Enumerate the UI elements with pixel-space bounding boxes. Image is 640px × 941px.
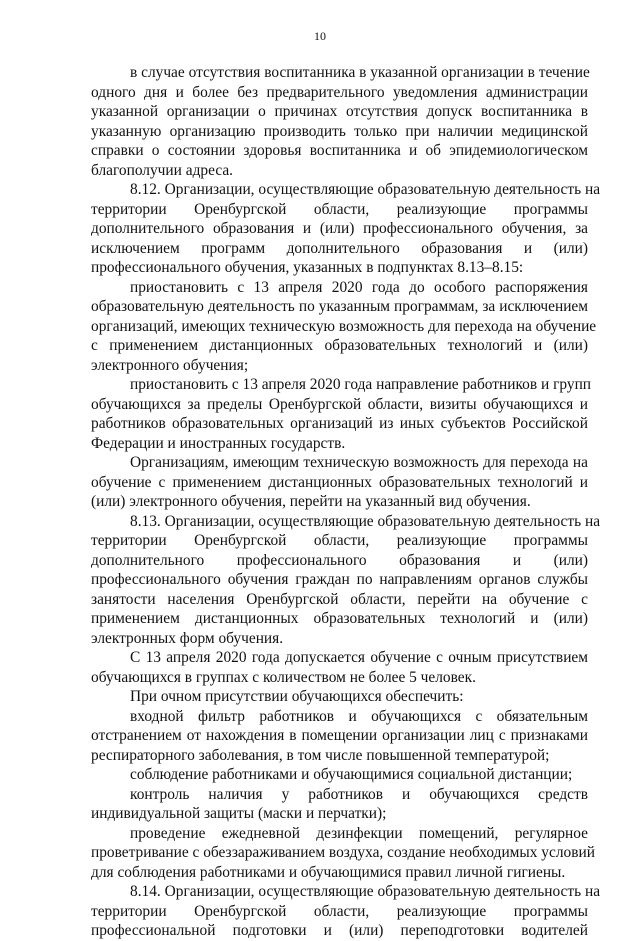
text-line: индивидуальной защиты (маски и перчатки);: [91, 805, 387, 822]
text-line: профессионального обучения граждан по направлениям органов службы: [91, 571, 588, 588]
text-line: одного дня и более без предварительного уведомления администрации: [91, 83, 588, 101]
text-line: 8.14. Организации, осуществляющие образовательную деятельность на: [130, 883, 601, 900]
text-line: Организациям, имеющим техническую возможность для перехода на: [130, 454, 588, 471]
text-line: для соблюдения работниками и обучающимися правил личной гигиены.: [91, 863, 566, 881]
text-line: исключением программ дополнительного образования и (или): [91, 239, 588, 257]
text-line: организаций, имеющих техническую возможность для перехода на обучение: [91, 317, 597, 335]
text-line: 8.13. Организации, осуществляющие образовательную деятельность на: [130, 512, 601, 530]
text-line: применением дистанционных образовательных технологий и (или): [91, 610, 588, 627]
text-line: приостановить с 13 апреля 2020 года направление работников и групп: [130, 376, 592, 393]
text-line: респираторного заболевания, в том числе повышенной температурой;: [91, 746, 550, 764]
text-line: территории Оренбургской области, реализующие программы: [91, 902, 588, 920]
text-line: справки о состоянии здоровья воспитанника и об эпидемиологическом: [91, 142, 588, 159]
text-line: контроль наличия у работников и обучающихся средств: [130, 785, 588, 803]
text-line: обучение с применением дистанционных образовательных технологий и: [91, 473, 588, 491]
body-text: [91, 63, 601, 941]
text-line: дополнительного профессионального образования и (или): [91, 551, 588, 569]
text-line: электронных форм обучения.: [91, 629, 284, 647]
text-line: 8.12. Организации, осуществляющие образовательную деятельность на: [130, 181, 601, 198]
text-line: профессиональной подготовки и (или) переподготовки водителей: [91, 922, 588, 939]
text-line: дополнительного образования и (или) профессионального обучения, за: [91, 220, 588, 237]
text-line: профессионального обучения, указанных в подпунктах 8.13–8.15:: [91, 259, 524, 276]
text-line: территории Оренбургской области, реализующие программы: [91, 200, 588, 218]
text-line: в случае отсутствия воспитанника в указанной организации в течение: [130, 64, 590, 81]
text-line: образовательную деятельность по указанным программам, за исключением: [91, 298, 588, 315]
text-line: указанной организации о причинах отсутствия допуск воспитанника в: [91, 103, 588, 120]
text-line: занятости населения Оренбургской области, перейти на обучение с: [91, 590, 588, 608]
text-line: проведение ежедневной дезинфекции помещений, регулярное: [130, 824, 588, 842]
text-line: обучающихся в группах с количеством не более 5 человек.: [91, 668, 476, 686]
text-line: приостановить с 13 апреля 2020 года до особого распоряжения: [130, 278, 588, 296]
text-line: соблюдение работниками и обучающимися социальной дистанции;: [130, 766, 573, 783]
text-line: Федерации и иностранных государств.: [91, 434, 346, 452]
text-line: работников образовательных организаций из иных субъектов Российской: [91, 415, 588, 432]
text-line: (или) электронного обучения, перейти на указанный вид обучения.: [91, 493, 531, 510]
text-line: обучающихся за пределы Оренбургской области, визиты обучающихся и: [91, 395, 588, 413]
text-line: С 13 апреля 2020 года допускается обучение с очным присутствием: [130, 649, 588, 666]
text-line: указанную организацию производить только при наличии медицинской: [91, 122, 588, 140]
text-line: электронного обучения;: [91, 356, 249, 374]
text-line: проветривание с обеззараживанием воздуха, создание необходимых условий: [91, 844, 595, 861]
text-line: При очном присутствии обучающихся обеспечить:: [130, 688, 464, 705]
text-line: с применением дистанционных образовательных технологий и (или): [91, 337, 588, 354]
text-line: территории Оренбургской области, реализующие программы: [91, 532, 588, 549]
page-number: 10: [314, 29, 326, 43]
text-line: отстранением от нахождения в помещении организации лиц с признаками: [91, 727, 588, 744]
text-line: благополучии адреса.: [91, 161, 234, 179]
text-line: входной фильтр работников и обучающихся с обязательным: [130, 707, 588, 725]
